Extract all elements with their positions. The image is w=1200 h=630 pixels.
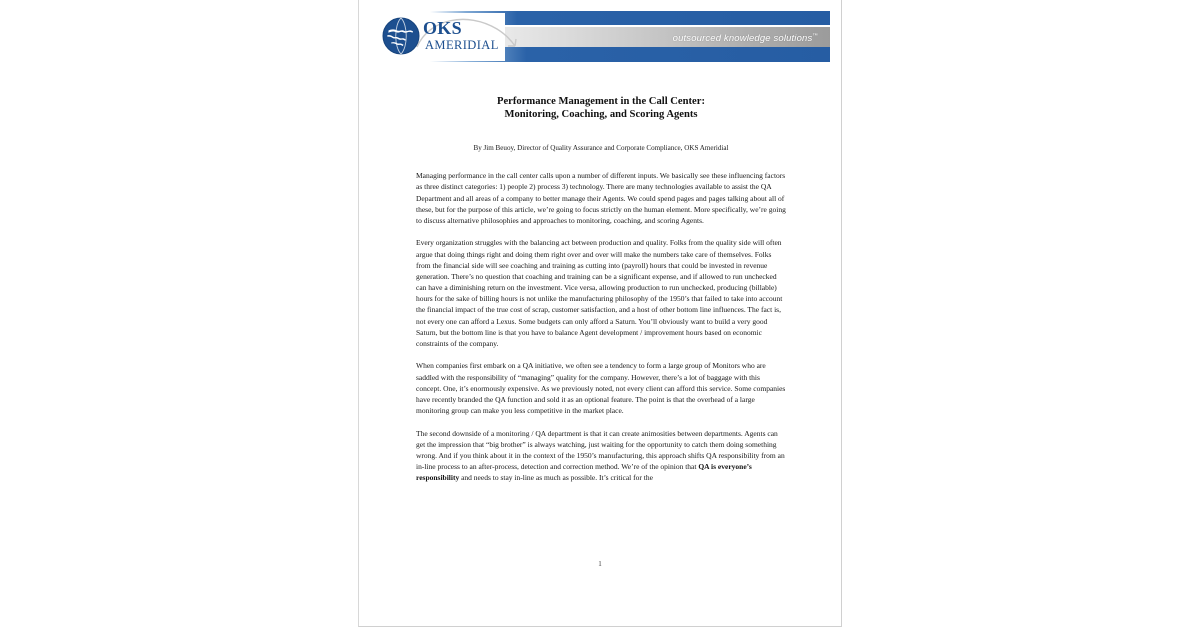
letterhead-banner: [370, 11, 830, 62]
article-paragraph-4: [416, 428, 786, 484]
paragraph-4-tail: and needs to stay in-line as much as possible. It’s critical for the: [459, 473, 653, 483]
tagline-text: outsourced knowledge solutions: [672, 33, 813, 45]
logo-brand-secondary: AMERIDIAL: [425, 38, 499, 52]
article-paragraph-1: Managing performance in the call center calls upon a number of different inputs. We basically see these influencing factors as three distinct categories: 1) people 2) process 3) technology. There are many technologies available to assist the QA Department and all areas of a company to better manage their Agents. We could spend pages and pages talking about all of these, but for the purpose of this article, we’re going to focus strictly on the human element. More specifically, we’re going to discuss alternative philosophies and approaches to monitoring, coaching, and scoring Agents.: [416, 171, 786, 225]
article-paragraph-2: Every organization struggles with the balancing act between production and quality. Folks from the quality side will often argue that doing things right and doing them right over and over will make the numbers take care of themselves. Folks from the financial side will see coaching and training as cutting into (payroll) hours that could be invested in revenue generation. There’s no question that coaching and training can be a significant expense, and if allowed to run unchecked can have a diminishing return on the investment. Vice versa, allowing production to run unchecked, producing (billable) hours for the sake of billing hours is not unlike the manufacturing philosophy of the 1950’s that failed to take into account the financial impact of the true cost of scrap, customer satisfaction, and a host of other bottom line influences. The fact is, not every one can afford a Lexus. Some budgets can only afford a Saturn. You’ll obviously want to build a very good Saturn, but the bottom line is that you have to balance Agent development / improvement hours based on economic constraints of the company.: [416, 238, 783, 348]
title-line-1: Performance Management in the Call Center:: [497, 96, 705, 107]
article-paragraph-3: When companies first embark on a QA initiative, we often see a tendency to form a large group of Monitors who are saddled with the responsibility of “managing” quality for the company. However, there’s a lot of baggage with this concept. One, it’s enormously expensive. As we previously noted, not every client can afford this service. Some companies have recently branded the QA function and sold it as an optional feature. The point is that the overhead of a large monitoring group can make you less competitive in the market place.: [416, 361, 786, 416]
title-line-2: Monitoring, Coaching, and Scoring Agents: [504, 108, 698, 120]
company-tagline: [673, 28, 818, 47]
page-number: 1: [598, 560, 602, 568]
article-byline: By Jim Beuoy, Director of Quality Assurance and Corporate Compliance, OKS Ameridial: [473, 144, 729, 153]
paragraph-4-lead: The second downside of a monitoring / QA department is that it can create animosities between departments. Agents can get the impression that “big brother” is always watching, just waiting for the opportunity to catch them doing something wrong. And if you think about it in the context of the 1950’s manufacturing, this approach shifts QA responsibility from an in-line process to an after-process, detection and correction method. We’re of the opinion that: [416, 428, 785, 472]
logo-brand-primary: OKS: [423, 18, 462, 38]
document-page: [358, 0, 842, 627]
trademark-icon: ™: [812, 33, 818, 39]
paragraph-4-emphasis: QA is everyone’s responsibility: [416, 462, 752, 483]
article-body: [416, 96, 786, 483]
logo-wordmark: [423, 19, 499, 52]
company-logo: [370, 13, 505, 61]
globe-icon: [382, 17, 420, 55]
page-title: [416, 96, 786, 121]
